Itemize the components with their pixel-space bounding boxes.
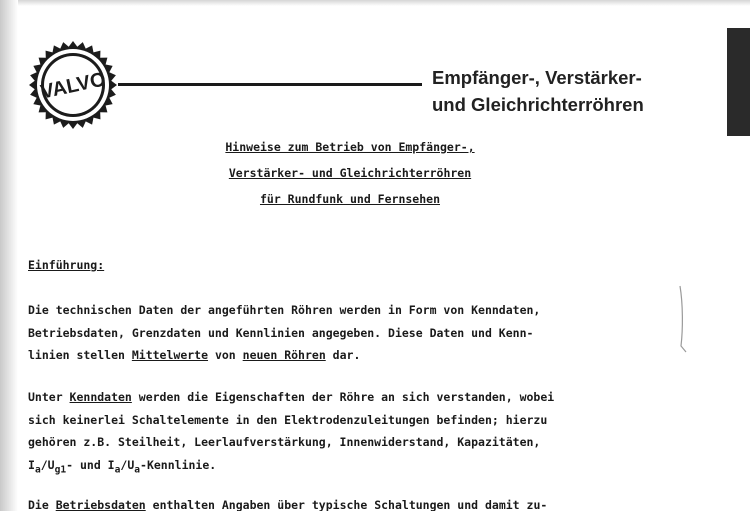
- pencil-margin-mark: [674, 284, 690, 354]
- text-run: dar.: [325, 348, 361, 362]
- text-run: Unter: [28, 390, 70, 404]
- paragraph-2-line-2: sich keinerlei Schaltelemente in den Elektrodenzuleitungen befinden; hierzu: [28, 412, 548, 427]
- subscript: g1: [54, 463, 67, 475]
- paragraph-3-line-1: [28, 494, 547, 511]
- subtitle-line-3: für Rundfunk und Fernsehen: [259, 192, 440, 206]
- text-run: von: [208, 348, 243, 362]
- text-run: I: [28, 457, 35, 472]
- text-run: I: [107, 457, 115, 472]
- paragraph-3: [28, 494, 547, 511]
- section-heading: Einführung:: [28, 258, 105, 272]
- underlined-term: Betriebsdaten: [55, 498, 146, 511]
- valvo-logo: [28, 40, 118, 130]
- text-run: linien stellen: [28, 348, 132, 362]
- title-line-1: Empfänger-, Verstärker-: [432, 67, 642, 88]
- text-run: - und: [66, 457, 108, 472]
- paragraph-2-line-4: [28, 454, 554, 482]
- document-title: [432, 64, 644, 118]
- text-run: /U: [120, 457, 135, 472]
- subscript: a: [114, 463, 121, 475]
- paragraph-2: [28, 386, 554, 481]
- subscript: a: [134, 463, 141, 475]
- scan-margin-tab: [727, 28, 750, 136]
- logo-seal-icon: [29, 41, 117, 129]
- underlined-term: Kenndaten: [69, 390, 132, 404]
- paragraph-1-line-1: Die technischen Daten der angeführten Röhren werden in Form von Kenndaten,: [28, 303, 541, 317]
- subscript: a: [34, 463, 41, 475]
- subtitle-line-2: Verstärker- und Gleichrichterröhren: [228, 166, 472, 180]
- underlined-term: neuen Röhren: [242, 348, 326, 362]
- text-run: -Kennlinie.: [140, 457, 217, 472]
- svg-text:VALVO: VALVO: [38, 68, 108, 104]
- underlined-term: Mittelwerte: [131, 348, 209, 362]
- paragraph-1: [28, 299, 540, 367]
- scan-top-shadow: [0, 0, 750, 6]
- paragraph-2-line-3: gehören z.B. Steilheit, Leerlaufverstärkung, Innenwiderstand, Kapazitäten,: [28, 435, 541, 449]
- subtitle-line-1: Hinweise zum Betrieb von Empfänger-,: [225, 140, 475, 154]
- text-run: enthalten Angaben über typische Schaltungen und damit zu-: [145, 498, 548, 511]
- scan-edge-shadow: [0, 0, 18, 511]
- header-rule: [118, 83, 422, 86]
- text-run: /U: [40, 457, 55, 472]
- text-run: Die: [28, 498, 56, 511]
- document-subtitle: [150, 134, 550, 212]
- paragraph-2-line-1: [28, 386, 554, 409]
- title-line-2: und Gleichrichterröhren: [432, 94, 644, 115]
- paragraph-1-line-2: Betriebsdaten, Grenzdaten und Kennlinien angegeben. Diese Daten und Kenn-: [28, 325, 534, 340]
- text-run: werden die Eigenschaften der Röhre an sich verstanden, wobei: [131, 390, 555, 404]
- paragraph-1-line-3: [28, 344, 540, 367]
